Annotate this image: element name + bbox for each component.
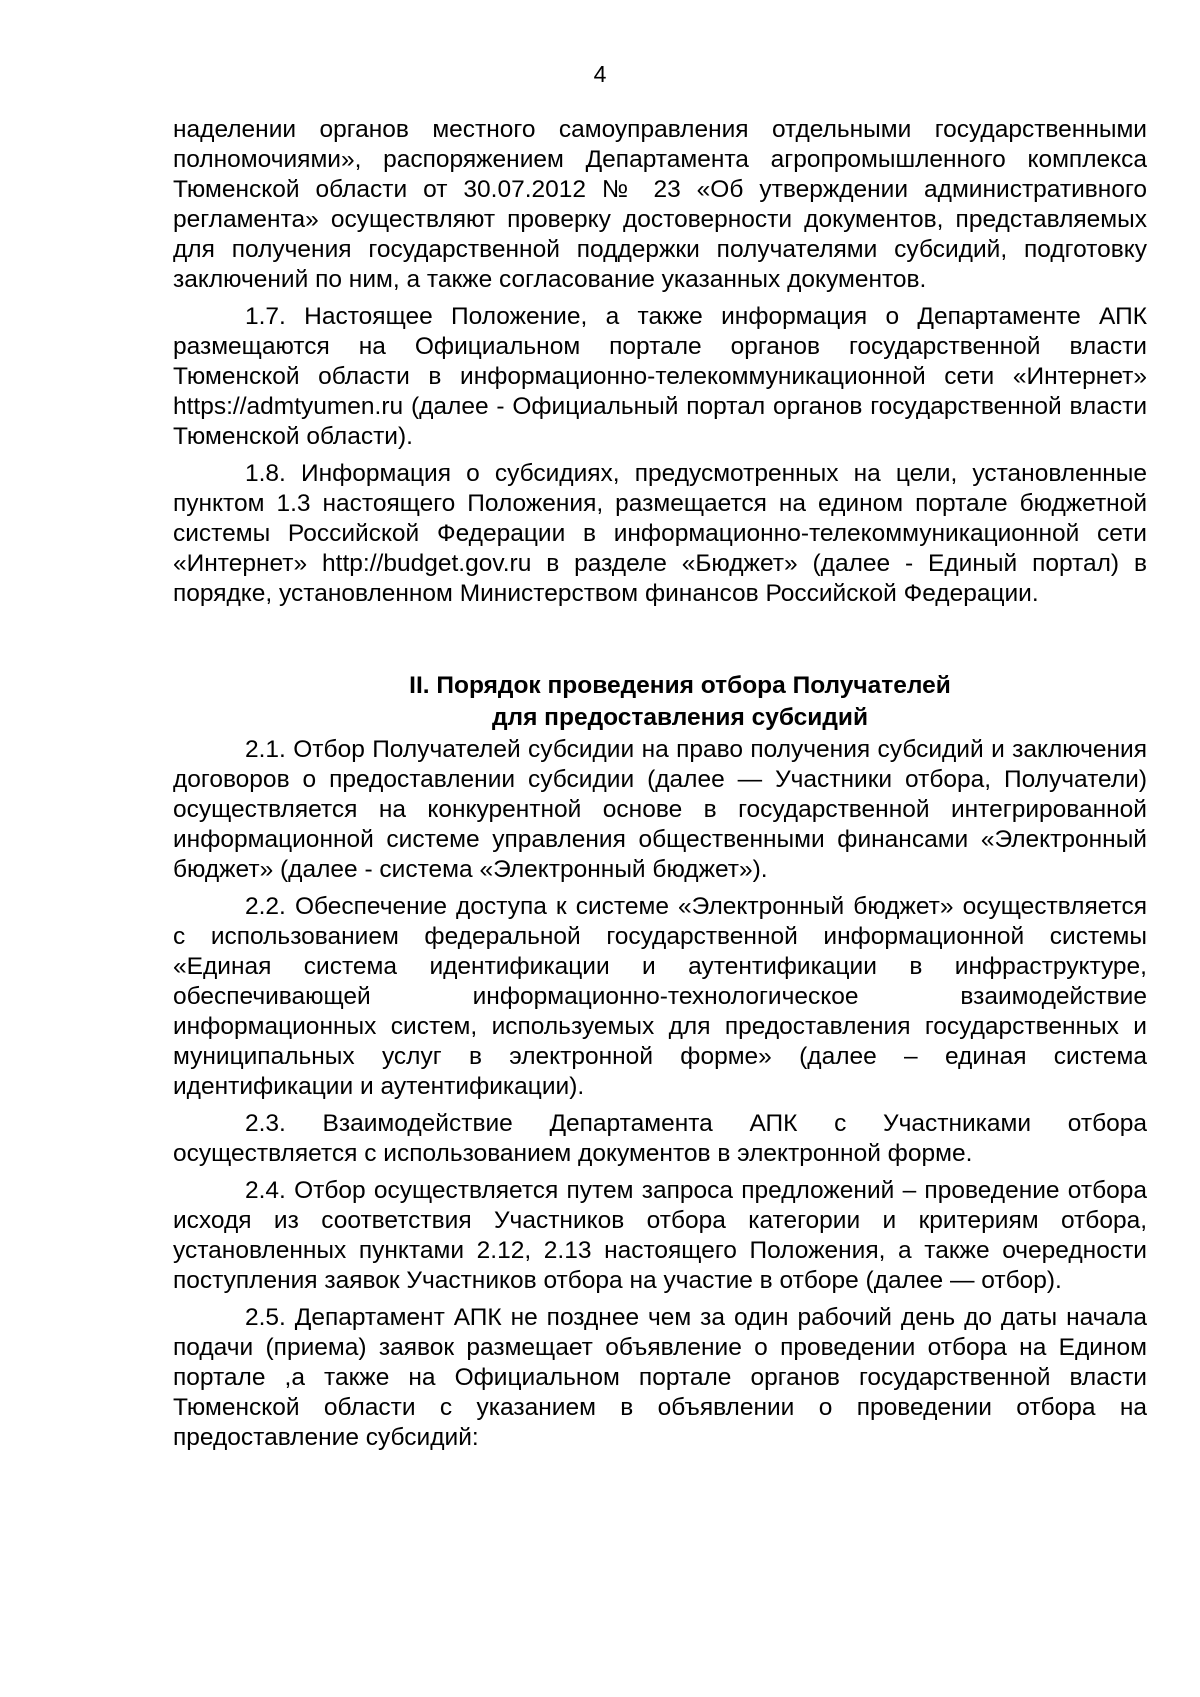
paragraph-continuation: наделении органов местного самоуправления отдельными государственными полномочиями», распоряжением Департамента агропромышленного комплекса Тюменской области от 30.07.2012 № 23 «Об утверждении административного регламента» осуществляют проверку достоверности документов, представляемых для получения государственной поддержки получателями субсидий, подготовку заключений по ним, а также согласование указанных документов. (173, 116, 1147, 293)
paragraph-2-3: 2.3. Взаимодействие Департамента АПК с Участниками отбора осуществляется с использованием документов в электронной форме. (173, 1110, 1147, 1167)
paragraph-1-7: 1.7. Настоящее Положение, а также информация о Департаменте АПК размещаются на Официальном портале органов государственной власти Тюменской области в информационно-телекоммуникационной сети «Интернет» https://admtyumen.ru (далее - Официальный портал органов государственной власти Тюменской области). (173, 303, 1147, 450)
document-body (173, 115, 1147, 1453)
paragraph-2-4: 2.4. Отбор осуществляется путем запроса предложений – проведение отбора исходя из соответствия Участников отбора категории и критериям отбора, установленных пунктами 2.12, 2.13 настоящего Положения, а также очередности поступления заявок Участников отбора на участие в отборе (далее — отбор). (173, 1177, 1147, 1294)
paragraph-2-5: 2.5. Департамент АПК не позднее чем за один рабочий день до даты начала подачи (приема) заявок размещает объявление о проведении отбора на Едином портале ,а также на Официальном портале органов государственной власти Тюменской области с указанием в объявлении о проведении отбора на предоставление субсидий: (173, 1304, 1147, 1451)
section-heading-line-1: II. Порядок проведения отбора Получателей (409, 672, 951, 699)
section-heading-line-2: для предоставления субсидий (491, 704, 869, 731)
page-number: 4 (593, 61, 607, 87)
paragraph-1-8: 1.8. Информация о субсидиях, предусмотренных на цели, установленные пунктом 1.3 настоящего Положения, размещается на едином портале бюджетной системы Российской Федерации в информационно-телекоммуникационной сети «Интернет» http://budget.gov.ru в разделе «Бюджет» (далее - Единый портал) в порядке, установленном Министерством финансов Российской Федерации. (173, 460, 1147, 607)
section-2-heading (173, 671, 1147, 733)
paragraph-2-1: 2.1. Отбор Получателей субсидии на право получения субсидий и заключения договоров о предоставлении субсидии (далее — Участники отбора, Получатели) осуществляется на конкурентной основе в государственной интегрированной информационной системе управления общественными финансами «Электронный бюджет» (далее - система «Электронный бюджет»). (173, 736, 1147, 883)
paragraph-2-2: 2.2. Обеспечение доступа к системе «Электронный бюджет» осуществляется с использованием федеральной государственной информационной системы «Единая система идентификации и аутентификации в инфраструктуре, обеспечивающей информационно-технологическое взаимодействие информационных систем, используемых для предоставления государственных и муниципальных услуг в электронной форме» (далее – единая система идентификации и аутентификации). (173, 893, 1147, 1100)
